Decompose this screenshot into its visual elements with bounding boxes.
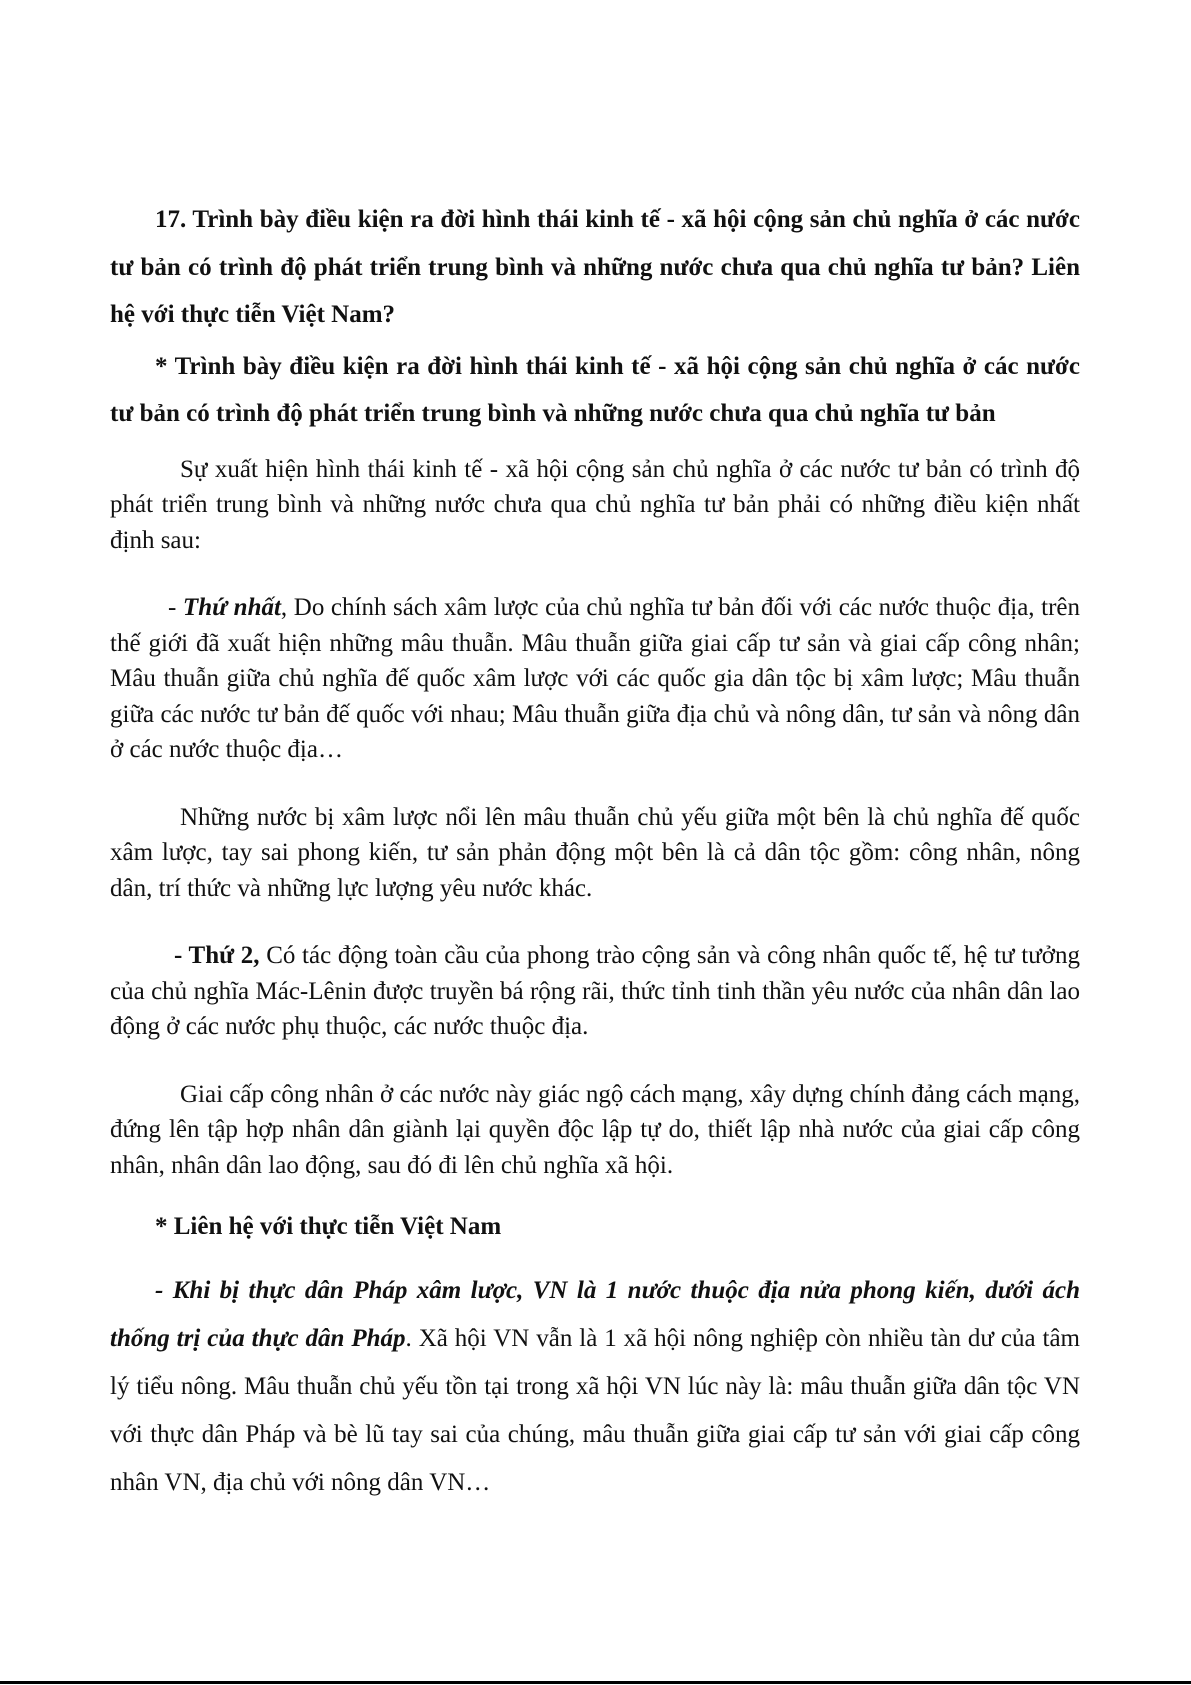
second-condition-paragraph	[110, 938, 1080, 1045]
first-condition-paragraph	[110, 590, 1080, 768]
first-text: , Do chính sách xâm lược của chủ nghĩa tư bản đối với các nước thuộc địa, trên thế giới đã xuất hiện những mâu thuẫn. Mâu thuẫn giữa giai cấp tư sản và giai cấp công nhân; Mâu thuẫn giữa chủ nghĩa đế quốc xâm lược với các quốc gia dân tộc bị xâm lược; Mâu thuẫn giữa các nước tư bản đế quốc với nhau; Mâu thuẫn giữa địa chủ và nông dân, tư sản và nông dân ở các nước thuộc địa…	[110, 594, 1080, 763]
document-page	[110, 196, 1080, 1507]
second-text: Có tác động toàn cầu của phong trào cộng sản và công nhân quốc tế, hệ tư tưởng của chủ nghĩa Mác-Lênin được truyền bá rộng rãi, thức tỉnh tinh thần yêu nước của nhân dân lao động ở các nước phụ thuộc, các nước thuộc địa.	[110, 942, 1080, 1040]
intro-paragraph: Sự xuất hiện hình thái kinh tế - xã hội cộng sản chủ nghĩa ở các nước tư bản có trình độ phát triển trung bình và những nước chưa qua chủ nghĩa tư bản phải có những điều kiện nhất định sau:	[110, 455, 1080, 554]
vietnam-rest: . Xã hội VN vẫn là 1 xã hội nông nghiệp còn nhiều tàn dư của tâm lý tiểu nông. Mâu thuẫn chủ yếu tồn tại trong xã hội VN lúc này là: mâu thuẫn giữa dân tộc VN với thực dân Pháp và bè lũ tay sai của chúng, mâu thuẫn giữa giai cấp tư sản với giai cấp công nhân VN, địa chủ với nông dân VN…	[110, 1324, 1080, 1496]
vietnam-lead-italic: - Khi bị thực dân Pháp xâm lược, VN là 1 nước thuộc địa nửa phong kiến, dưới ách thống trị của thực dân Pháp	[110, 1276, 1080, 1352]
first-prefix: -	[168, 594, 183, 621]
section-heading-conditions: * Trình bày điều kiện ra đời hình thái kinh tế - xã hội cộng sản chủ nghĩa ở các nước tư bản có trình độ phát triển trung bình và những nước chưa qua chủ nghĩa tư bản	[110, 352, 1080, 427]
colonized-contradiction-paragraph: Những nước bị xâm lược nổi lên mâu thuẫn chủ yếu giữa một bên là chủ nghĩa đế quốc xâm lược, tay sai phong kiến, tư sản phản động một bên là cả dân tộc gồm: công nhân, nông dân, trí thức và những lực lượng yêu nước khác.	[110, 803, 1080, 902]
second-label: - Thứ 2,	[174, 942, 260, 969]
first-label: Thứ nhất	[182, 594, 281, 621]
section-heading-vietnam: * Liên hệ với thực tiễn Việt Nam	[155, 1213, 502, 1240]
working-class-paragraph: Giai cấp công nhân ở các nước này giác ngộ cách mạng, xây dựng chính đảng cách mạng, đứng lên tập hợp nhân dân giành lại quyền độc lập tự do, thiết lập nhà nước của giai cấp công nhân, nhân dân lao động, sau đó đi lên chủ nghĩa xã hội.	[110, 1080, 1080, 1179]
footer-divider	[0, 1681, 1191, 1684]
question-title: 17. Trình bày điều kiện ra đời hình thái kinh tế - xã hội cộng sản chủ nghĩa ở các nước tư bản có trình độ phát triển trung bình và những nước chưa qua chủ nghĩa tư bản? Liên hệ với thực tiễn Việt Nam?	[110, 206, 1080, 328]
vietnam-paragraph	[110, 1267, 1080, 1507]
